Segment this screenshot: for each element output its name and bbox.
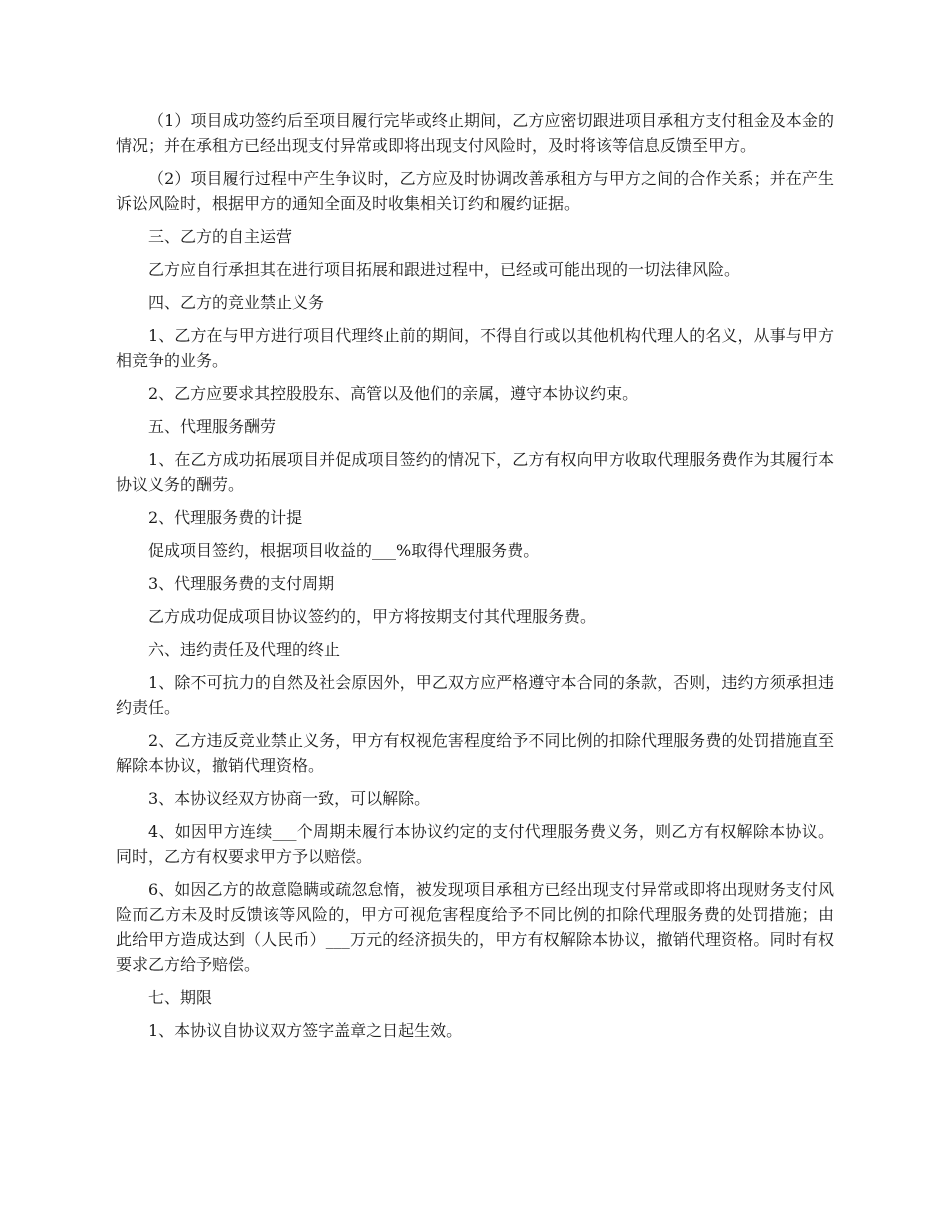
paragraph-clause-1: （1）项目成功签约后至项目履行完毕或终止期间，乙方应密切跟进项目承租方支付租金及本金的情况；并在承租方已经出现支付异常或即将出现支付风险时，及时将该等信息反馈至甲方。 <box>116 111 834 155</box>
paragraph-section-5-item-3: 3、代理服务费的支付周期 <box>148 574 335 593</box>
paragraph-section-4-item-2: 2、乙方应要求其控股股东、高管以及他们的亲属，遵守本协议约束。 <box>148 384 639 403</box>
section-heading-3: 三、乙方的自主运营 <box>148 227 293 246</box>
paragraph-section-5-item-1: 1、在乙方成功拓展项目并促成项目签约的情况下，乙方有权向甲方收取代理服务费作为其履行本协议义务的酬劳。 <box>116 450 834 494</box>
paragraph-section-3: 乙方应自行承担其在进行项目拓展和跟进过程中，已经或可能出现的一切法律风险。 <box>148 260 741 279</box>
document-page <box>116 108 834 1043</box>
section-heading-6: 六、违约责任及代理的终止 <box>148 640 341 659</box>
paragraph-clause-2: （2）项目履行过程中产生争议时，乙方应及时协调改善承租方与甲方之间的合作关系；并在产生诉讼风险时，根据甲方的通知全面及时收集相关订约和履约证据。 <box>116 169 834 213</box>
paragraph-section-7-item-1: 1、本协议自协议双方签字盖章之日起生效。 <box>148 1021 463 1040</box>
paragraph-section-5-item-2: 2、代理服务费的计提 <box>148 508 303 527</box>
paragraph-section-5-payment: 乙方成功促成项目协议签约的，甲方将按期支付其代理服务费。 <box>148 607 597 626</box>
section-heading-5: 五、代理服务酬劳 <box>148 417 277 436</box>
paragraph-section-6-item-4: 4、如因甲方连续___个周期未履行本协议约定的支付代理服务费义务，则乙方有权解除本协议。同时，乙方有权要求甲方予以赔偿。 <box>116 822 834 866</box>
section-heading-4: 四、乙方的竞业禁止义务 <box>148 293 325 312</box>
paragraph-section-6-item-3: 3、本协议经双方协商一致，可以解除。 <box>148 789 431 808</box>
paragraph-section-6-item-2: 2、乙方违反竞业禁止义务，甲方有权视危害程度给予不同比例的扣除代理服务费的处罚措施直至解除本协议，撤销代理资格。 <box>116 731 834 775</box>
paragraph-section-5-fee-rate: 促成项目签约，根据项目收益的___%取得代理服务费。 <box>148 541 540 560</box>
paragraph-section-4-item-1: 1、乙方在与甲方进行项目代理终止前的期间，不得自行或以其他机构代理人的名义，从事与甲方相竞争的业务。 <box>116 326 834 370</box>
paragraph-section-6-item-1: 1、除不可抗力的自然及社会原因外，甲乙双方应严格遵守本合同的条款，否则，违约方须承担违约责任。 <box>116 673 834 717</box>
section-heading-7: 七、期限 <box>148 988 213 1007</box>
paragraph-section-6-item-6: 6、如因乙方的故意隐瞒或疏忽怠惰，被发现项目承租方已经出现支付异常或即将出现财务支付风险而乙方未及时反馈该等风险的，甲方可视危害程度给予不同比例的扣除代理服务费的处罚措施；由此给甲方造成达到（人民币）___万元的经济损失的，甲方有权解除本协议，撤销代理资格。同时有权要求乙方给予赔偿。 <box>116 880 834 974</box>
